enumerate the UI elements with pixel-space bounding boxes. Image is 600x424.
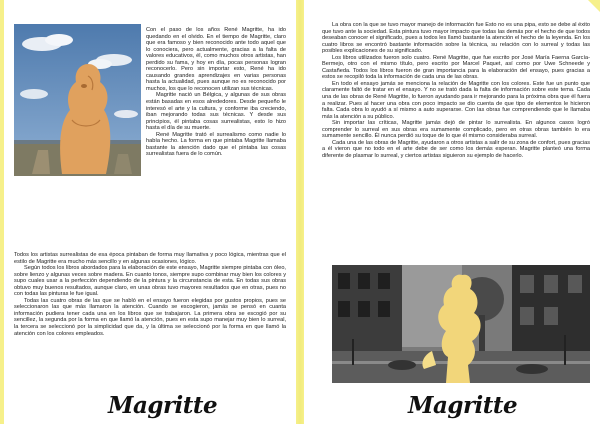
paragraph: Todas las cuatro obras de las que se habló en el ensayo fueron elegidas por gustos propios, pues se seleccionaron las que más llamaron la atención. Cuando se escogieron, jamás se pensó en cuanta información pudiera tener cada una en los libros que se trabajaron. La primera obra se escogió por su sencillez, la segunda por la forma en que llamó la atención, pues en esta supo manejar muy bien lo surreal, la tercera se seleccionó por la simplicidad que da, y la última se seleccionó por la forma en que llamó la atención con los colores empleados. xyxy=(14,297,286,337)
paragraph: Cada una de las obras de Magritte, ayudaron a otros artistas a salir de su zona de confort, pues gracias a él vieron que no todo en el arte debe de ser como los demás esperan. Magritte planteó una forma diferente de plasmar lo surreal, y ciertos artistas siguieron su ejemplo de hacerlo. xyxy=(322,139,590,159)
right-page xyxy=(304,0,600,424)
magritte-signature: Magritte xyxy=(408,392,518,419)
magritte-signature: Magritte xyxy=(108,392,218,419)
paragraph: En todo el ensayo jamás se menciona la relación de Magritte con los colores. Este fue un punto que claramente faltó de tratar en el ensayo. Y no se trató dada la falta de información sobre este tema. Cada una de las obras de René Magritte, lo fueron ayudando para ir mejorando para la próxima obra que él fuera a realizar. Pues al hacer una obra con poco impacto se dio cuenta de que tipo de elementos le hicieron falta. Cada obra lo ayudó a sí mismo a auto superarse. Con las obras fue comprendiendo que le llamaba más la atención a su público. xyxy=(322,80,590,120)
street-photo-image xyxy=(332,265,590,383)
left-column-text xyxy=(146,27,286,158)
paragraph: Según todos los libros abordados para la elaboración de este ensayo, Magritte siempre pintaba con óleo, sobre lienzo y algunas veces sobre madera. En cuanto tonos, siempre supo combinar muy bien los colores y supo cuales usar a la perfección dependiendo de la pintura y la circunstancia de esta. En todas sus obras obtuvo muy buenos resultados, aunque claro, en unas obras tuvo mayores resultados que en otras, pues no con todas las pinturas le fue igual. xyxy=(14,265,286,298)
paragraph: Sin importar las críticas, Magritte jamás dejó de pintar lo surrealista. En algunos casos logró comprender lo surreal en sus obras era sumamente complicado, pero en otras obras también lo era sumamente sencillo. Él nunca perdió su toque de lo que él mismo consideraba surreal. xyxy=(322,120,590,140)
left-bottom-text xyxy=(14,252,286,337)
left-page xyxy=(4,0,296,424)
magritte-painting-image xyxy=(14,24,141,176)
paragraph: Los libros utilizados fueron solo cuatro. René Magritte, que fue escrito por José María Faerna García-Bermejo, otro con el mismo título, pero escrito por Marcel Paquet, así como por Uwe Schneede y Castañeda. Todos los libros fueron de gran importancia para la elaboración del ensayo, pues gracias a estos se recopiló toda la información de cada una de las obras. xyxy=(322,54,590,81)
paragraph: René Magritte trató el surrealismo como nadie lo había hecho. La forma en que pintaba Magritte llamaba bastante la atención dado que el pintaba las cosas surrealistas fuera de lo común. xyxy=(146,131,286,158)
photo-illustration xyxy=(332,265,590,383)
page-corner-fold xyxy=(588,0,600,12)
painting-illustration xyxy=(14,24,141,176)
paragraph: Magritte nació un Bélgica, y algunas de sus obras están basadas en esos alrededores. Desde pequeño le interesó el arte y la cultura, y conforme iba creciendo, iban mejorando todas sus técnicas. Y desde sus principios, él pintaba cosas surrealistas, esto lo hizo hasta el día de su muerte. xyxy=(146,92,286,132)
paragraph: Con el paso de los años René Magritte, ha ido quedando en el olvido. En el tiempo de Magritte, claro que era famoso y bien reconocido ante todo aquel que lo conociera, pero actualmente, gracias a la falta de valores educativos, él, como muchos otros artistas, han perdido su fama, y hoy en día, pocas personas logran reconocerlo. Pero sin importar esto, René ha ido causando grandes aprendizajes en varias personas hasta la actualidad, pues aunque no es reconocido por muchos, los que lo reconocen utilizan sus técnicas. xyxy=(146,27,286,92)
paragraph: Todos los artistas surrealistas de esa época pintaban de forma muy llamativa y poco lógica, mientras que el estilo de Magritte era mucho más sencillo y en algunas ocasiones, lógico. xyxy=(14,252,286,265)
paragraph: La obra con la que se tuvo mayor manejo de información fue Esto no es una pipa, esto se debe al éxito que tuvo ante la sociedad. Esta pintura tuvo mayor impacto que todas las demás por el hecho de que todos deseaban conocer el significado, pues a todos les llamó bastante la atención el hecho de la leyenda. En los cuatro libros se encontró bastante información sobre la técnica, su relación con lo surreal y todas las posibles explicaciones de su significado. xyxy=(322,22,590,55)
right-top-text xyxy=(322,22,590,159)
page-gutter xyxy=(296,0,304,424)
